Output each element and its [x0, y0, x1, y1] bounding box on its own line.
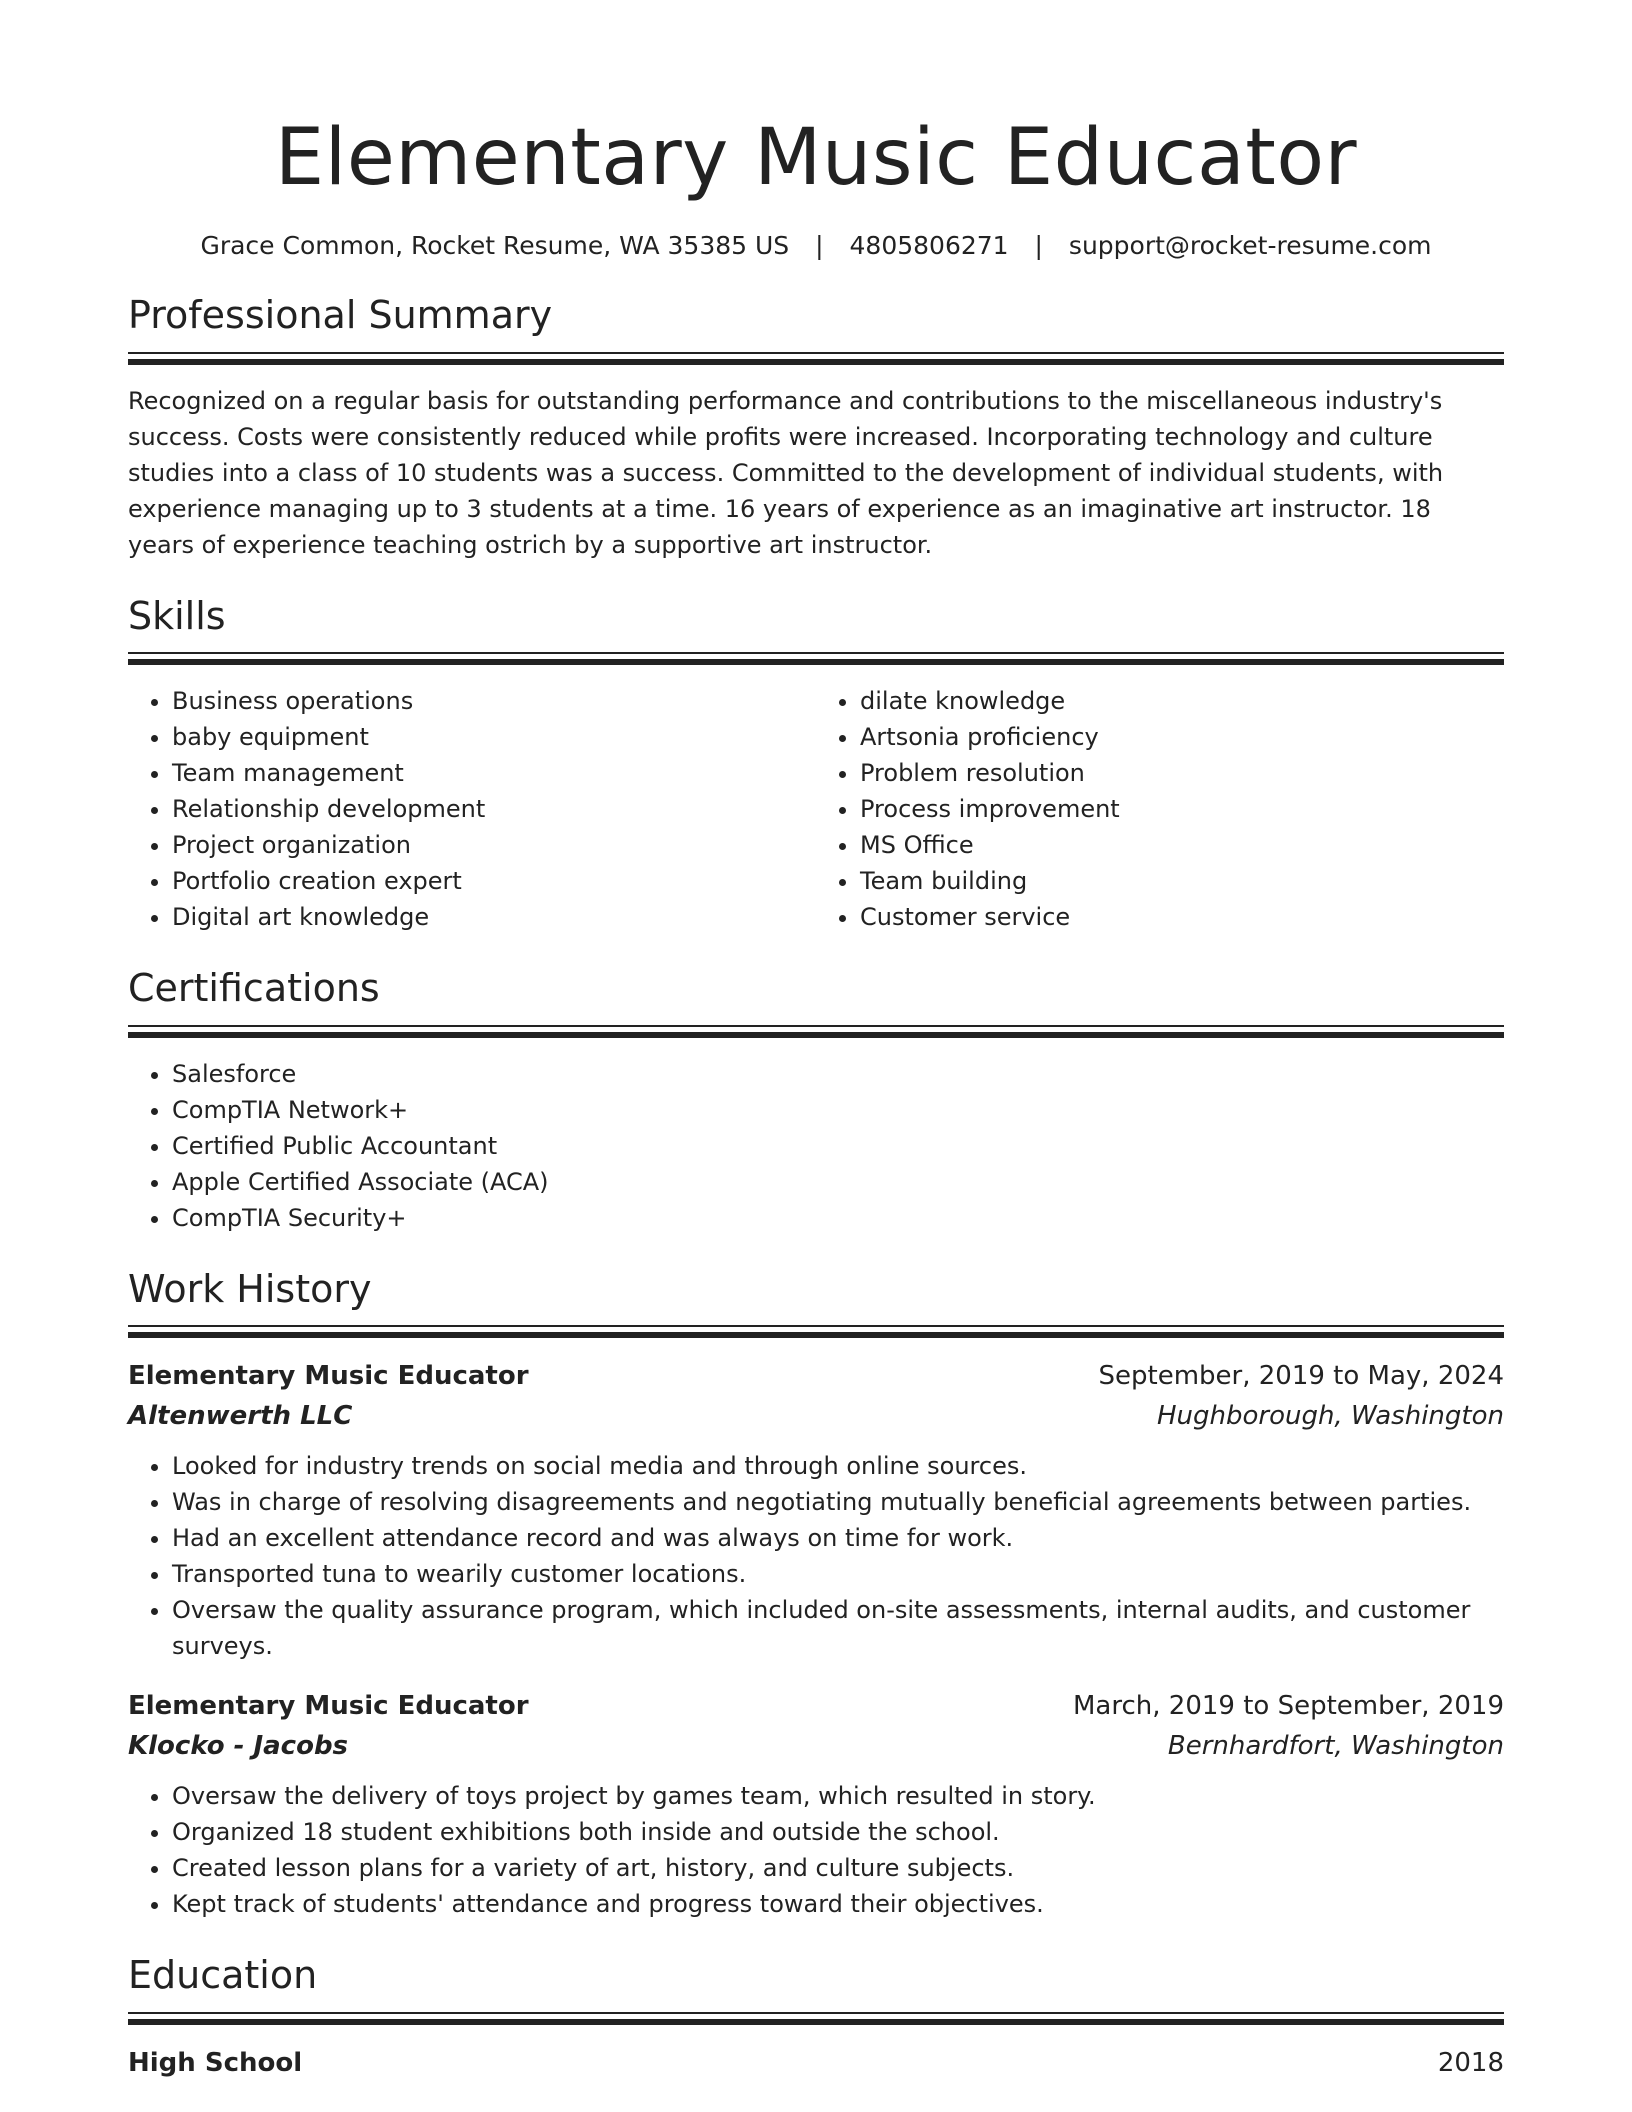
job-role: Elementary Music Educator [128, 1361, 529, 1392]
skills-section [128, 593, 1504, 936]
skill-item: • Business operations [172, 683, 816, 719]
job-bullet: • Was in charge of resolving disagreements and negotiating mutually beneficial agreements between parties. [172, 1484, 1504, 1520]
certifications-list [128, 1056, 1504, 1236]
job-bullet: • Oversaw the delivery of toys project by games team, which resulted in story. [172, 1778, 1504, 1814]
section-heading: Education [128, 1953, 318, 1998]
job-location: Bernhardfort, Washington [1167, 1731, 1504, 1762]
job-subheader [128, 1726, 1504, 1766]
skill-item: • Team building [860, 863, 1504, 899]
job-dates: September, 2019 to May, 2024 [1098, 1361, 1504, 1392]
job-bullet: • Kept track of students' attendance and progress toward their objectives. [172, 1886, 1504, 1922]
job-dates: March, 2019 to September, 2019 [1073, 1691, 1504, 1722]
skills-list-right [816, 683, 1504, 935]
skills-list-left [128, 683, 816, 935]
job-entry [128, 1686, 1504, 1922]
skill-item: • Digital art knowledge [172, 899, 816, 935]
job-bullet: • Looked for industry trends on social media and through online sources. [172, 1448, 1504, 1484]
summary-section [128, 292, 1504, 563]
section-heading: Professional Summary [128, 293, 553, 338]
skill-item: • Relationship development [172, 791, 816, 827]
job-bullets [128, 1778, 1504, 1922]
skill-item: • Problem resolution [860, 755, 1504, 791]
certification-item: • Salesforce [172, 1056, 1504, 1092]
summary-text: Recognized on a regular basis for outstanding performance and contributions to the miscellaneous industry's success. Costs were consistently reduced while profits were increased. Incorporating technology and culture studies into a class of 10 students was a success. Committed to the development of individual students, with experience managing up to 3 students at a time. 16 years of experience as an imaginative art instructor. 18 years of experience teaching ostrich by a supportive art instructor. [128, 386, 1444, 559]
job-bullet: • Transported tuna to wearily customer locations. [172, 1556, 1504, 1592]
education-section [128, 1952, 1504, 2083]
skill-item: • Customer service [860, 899, 1504, 935]
job-entry [128, 1356, 1504, 1664]
skill-item: • baby equipment [172, 719, 816, 755]
work-history-section [128, 1266, 1504, 1923]
section-heading: Work History [128, 1266, 372, 1311]
section-divider [128, 652, 1504, 665]
contact-phone: 4805806271 [849, 230, 1009, 260]
job-bullet: • Oversaw the quality assurance program, which included on-site assessments, internal audits, and customer surveys. [172, 1592, 1504, 1664]
section-divider [128, 1325, 1504, 1338]
job-header [128, 1686, 1504, 1726]
skill-item: • Artsonia proficiency [860, 719, 1504, 755]
skill-item: • Portfolio creation expert [172, 863, 816, 899]
skill-item: • Project organization [172, 827, 816, 863]
job-header [128, 1356, 1504, 1396]
section-divider [128, 2012, 1504, 2025]
job-subheader [128, 1396, 1504, 1436]
section-divider [128, 1025, 1504, 1038]
contact-address: Grace Common, Rocket Resume, WA 35385 US [200, 230, 790, 260]
contact-separator: | [815, 230, 824, 260]
skill-item: • Team management [172, 755, 816, 791]
section-heading: Certifications [128, 966, 380, 1011]
skill-item: • Process improvement [860, 791, 1504, 827]
education-year: 2018 [1437, 2047, 1504, 2078]
certification-item: • Apple Certified Associate (ACA) [172, 1164, 1504, 1200]
certification-item: • CompTIA Network+ [172, 1092, 1504, 1128]
job-company: Klocko - Jacobs [128, 1731, 349, 1762]
job-bullet: • Organized 18 student exhibitions both inside and outside the school. [172, 1814, 1504, 1850]
job-bullet: • Had an excellent attendance record and was always on time for work. [172, 1520, 1504, 1556]
section-divider [128, 352, 1504, 365]
section-heading: Skills [128, 593, 226, 638]
job-bullet: • Created lesson plans for a variety of art, history, and culture subjects. [172, 1850, 1504, 1886]
job-company: Altenwerth LLC [128, 1401, 353, 1432]
resume-title: Elementary Music Educator [274, 113, 1358, 203]
resume-page [128, 112, 1504, 2083]
contact-separator: | [1034, 230, 1043, 260]
skill-item: • MS Office [860, 827, 1504, 863]
skill-item: • dilate knowledge [860, 683, 1504, 719]
skills-columns [128, 683, 1504, 935]
certifications-section [128, 965, 1504, 1236]
certification-item: • CompTIA Security+ [172, 1200, 1504, 1236]
contact-email: support@rocket-resume.com [1068, 230, 1432, 260]
job-location: Hughborough, Washington [1156, 1401, 1504, 1432]
education-degree: High School [128, 2047, 303, 2078]
job-role: Elementary Music Educator [128, 1691, 529, 1722]
certification-item: • Certified Public Accountant [172, 1128, 1504, 1164]
contact-line [128, 230, 1504, 263]
education-entry [128, 2043, 1504, 2083]
job-bullets [128, 1448, 1504, 1664]
